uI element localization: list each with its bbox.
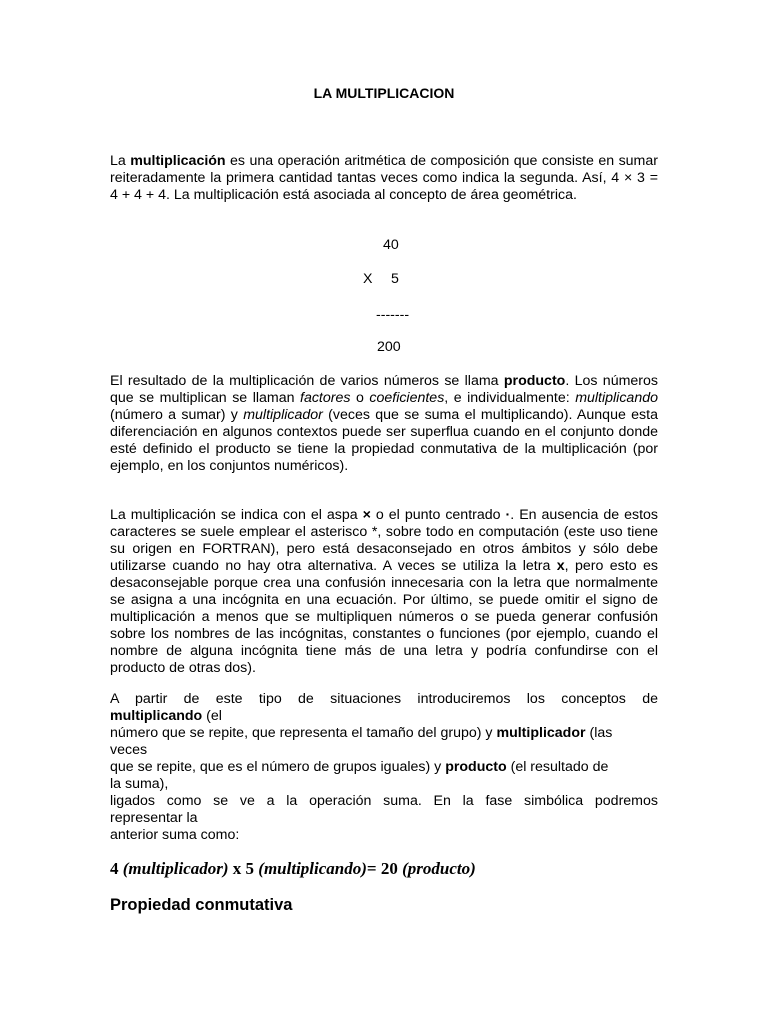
p3-bold-x: x [556, 558, 565, 574]
p4-line-1: A partir de este tipo de situaciones introduciremos los conceptos de [110, 691, 658, 707]
p2-italic-multiplicando: multiplicando [575, 390, 658, 406]
section-heading: Propiedad conmutativa [110, 896, 293, 914]
p4-line-5 [110, 759, 658, 776]
p3-bold-aspa: × [362, 507, 371, 523]
product-paragraph [110, 373, 658, 475]
p4-line-3 [110, 725, 658, 742]
p2-text-2: . Los números que se multiplican se llaman [110, 373, 658, 406]
eq-word-multiplicador: (multiplicador) [122, 859, 229, 878]
p2-text-3: o [350, 390, 370, 406]
p3-text-1: La multiplicación se indica con el aspa [110, 507, 363, 523]
p2-italic-coeficientes: coeficientes [369, 390, 445, 406]
intro-text-pre: La [110, 153, 131, 169]
p4-line-9: anterior suma como: [110, 827, 240, 843]
p4-text-7: (el resultado de [506, 759, 609, 775]
multiplication-equation [110, 860, 476, 877]
p3-bold-punto: · [505, 507, 511, 523]
p3-text-4: , pero esto es desaconsejable porque crea una confusión innecesaria con la letra que normalmente se asigna a una incógnita en una ecuación. Por último, se puede omitir el signo de multiplicación a menos que se multipliquen números o se pueda generar confusión sobre los nombres de las incógnitas, constantes o funciones (por ejemplo, cuando el nombre de alguna incógnita tiene más de una letra y podría confundirse con el producto de otras dos). [110, 558, 658, 676]
notation-paragraph [110, 507, 658, 677]
p4-bold-multiplicando: multiplicando [110, 708, 203, 724]
p4-text-las: (las [585, 725, 613, 741]
p2-text-6: (veces que se suma el multiplicando). Aunque esta diferenciación en algunos contextos puede ser superflua cuando en el conjunto donde esté definido el producto se tiene la propiedad conmutativa de la multiplicación (por ejemplo, en los conjuntos numéricos). [110, 407, 658, 474]
p2-italic-multiplicador: multiplicador [243, 407, 323, 423]
eq-equals-20: = 20 [366, 859, 403, 878]
p3-text-2: o el punto centrado [370, 507, 506, 523]
p2-text-5: (número a sumar) y [110, 407, 244, 423]
p4-bold-multiplicador: multiplicador [496, 725, 586, 741]
example-divider-line: ------- [376, 307, 410, 323]
p4-text-3: número que se repite, que representa el tamaño del grupo) y [110, 725, 497, 741]
intro-paragraph [110, 153, 658, 204]
p2-text-4: , e individualmente: [444, 390, 576, 406]
eq-word-producto: (producto) [402, 859, 476, 878]
p4-line-7: ligados como se ve a la operación suma. En la fase simbólica podremos [110, 793, 658, 809]
eq-word-multiplicando: (multiplicando) [258, 859, 367, 878]
p2-bold-producto: producto [503, 373, 566, 389]
intro-text-post: es una operación aritmética de composición que consiste en sumar reiteradamente la primera cantidad tantas veces como indica la segunda. Así, 4 × 3 = 4 + 4 + 4. La multiplicación está asociada al concepto de área geométrica. [110, 153, 658, 203]
example-result: 200 [377, 339, 401, 355]
p4-line-2 [110, 708, 658, 725]
page-title: LA MULTIPLICACION [313, 85, 455, 101]
concepts-paragraph [110, 691, 658, 844]
p4-line-6: la suma), [110, 776, 169, 792]
p4-bold-producto: producto [445, 759, 507, 775]
p4-text-el: (el [202, 708, 222, 724]
p4-line-8: representar la [110, 810, 198, 826]
p4-line-4: veces [110, 742, 148, 758]
eq-times-5: x 5 [228, 859, 259, 878]
example-top-number: 40 [383, 237, 399, 253]
p3-text-3: . En ausencia de estos caracteres se suele emplear el asterisco *, sobre todo en computación (este uso tiene su origen en FORTRAN), pero está desaconsejado en otros ámbitos y sólo debe utilizarse cuando no hay otra alternativa. A veces se utiliza la letra [110, 507, 659, 574]
p2-italic-factores: factores [300, 390, 351, 406]
example-bottom-number: 5 [391, 271, 399, 287]
eq-number-4: 4 [110, 859, 123, 878]
p2-text-1: El resultado de la multiplicación de varios números se llama [110, 373, 504, 389]
intro-bold-term: multiplicación [130, 153, 226, 169]
p4-text-6: que se repite, que es el número de grupos iguales) y [110, 759, 446, 775]
example-operator: X [363, 271, 373, 287]
